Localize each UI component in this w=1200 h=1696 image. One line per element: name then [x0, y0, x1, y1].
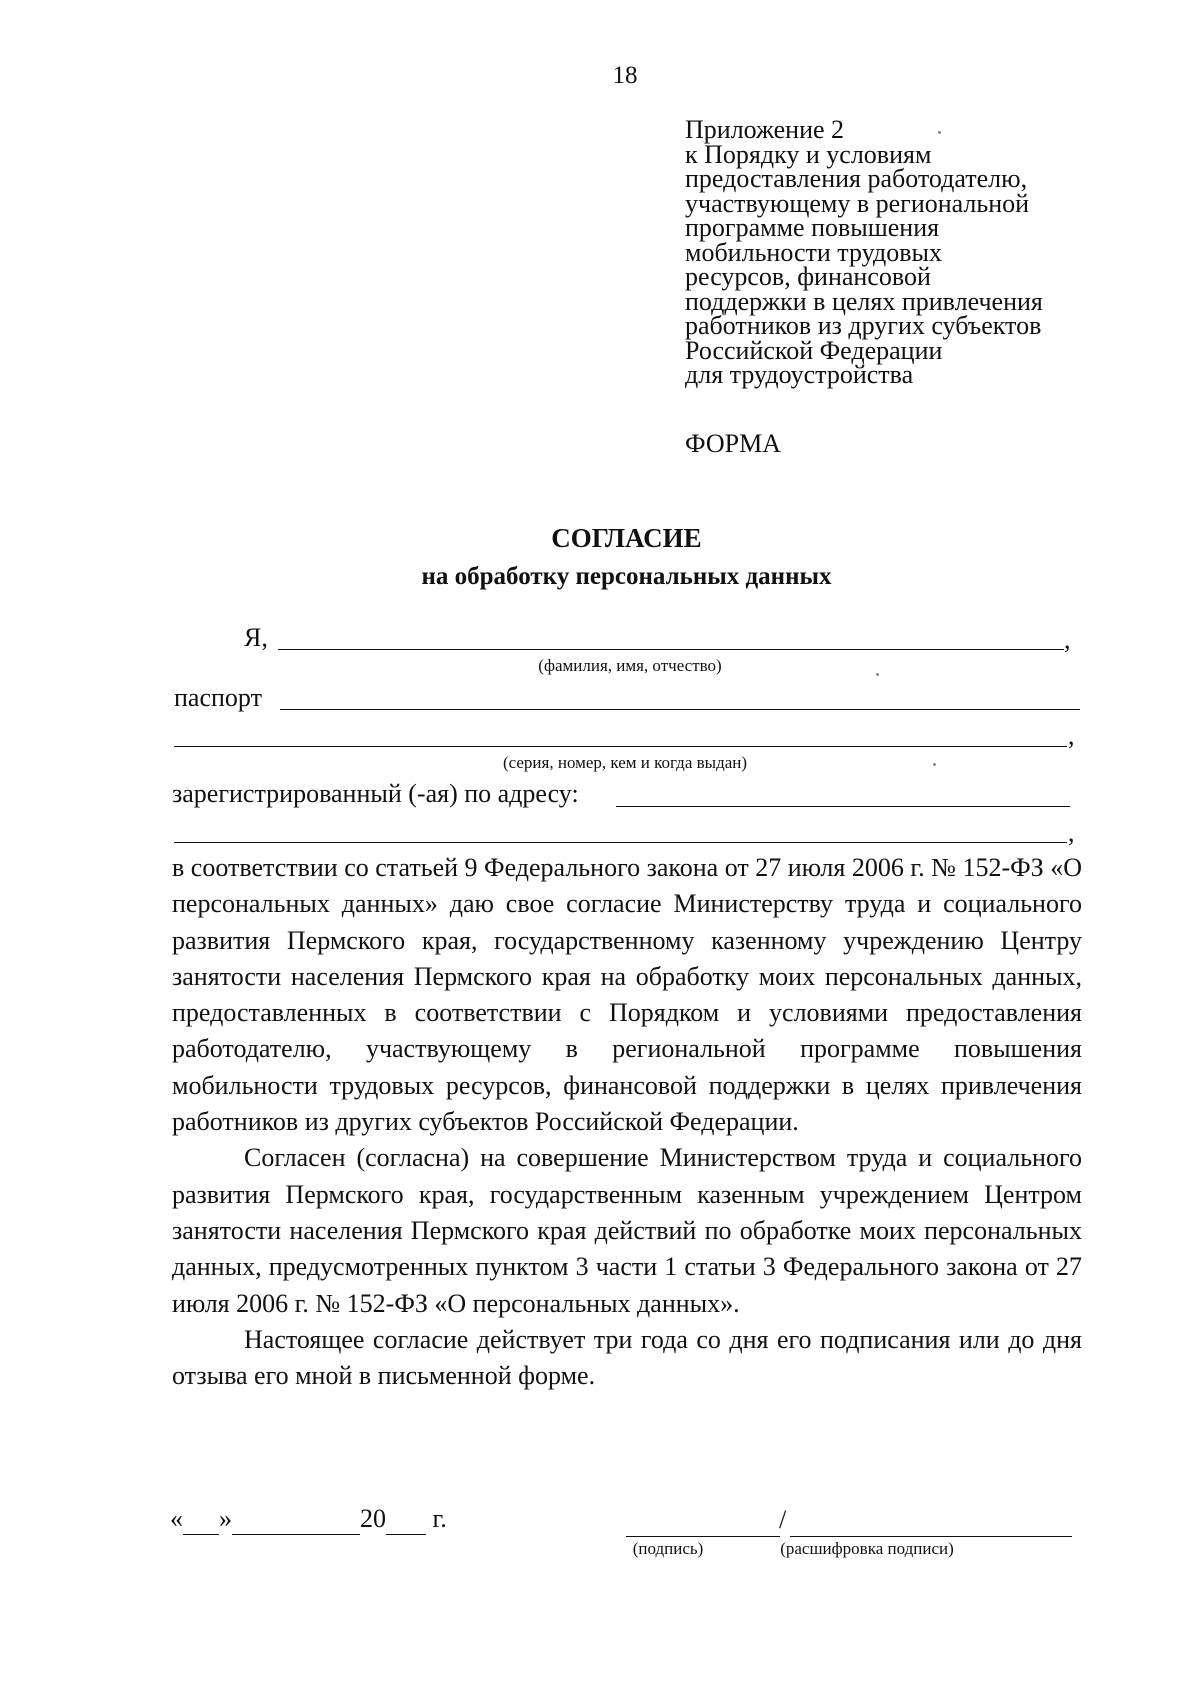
appendix-header: [685, 115, 1105, 389]
appendix-line: мобильности трудовых: [685, 237, 942, 267]
date-close-quote: »: [219, 1504, 232, 1533]
year-suffix: г.: [432, 1504, 447, 1533]
appendix-line: для трудоустройства: [685, 360, 914, 389]
appendix-line: ресурсов, финансовой: [685, 262, 931, 291]
name-field[interactable]: [278, 649, 1064, 650]
signature-hint: (подпись): [632, 1539, 704, 1558]
appendix-line: работников из других субъектов: [685, 311, 1042, 340]
address-comma: ,: [1068, 818, 1075, 847]
month-field[interactable]: [232, 1504, 360, 1535]
address-field[interactable]: [616, 806, 1070, 807]
page-number: 18: [612, 62, 638, 89]
year-field[interactable]: [386, 1504, 426, 1535]
appendix-line: Приложение 2: [685, 115, 845, 144]
passport-field-line2[interactable]: [174, 746, 1067, 747]
date-open-quote: «: [170, 1504, 183, 1533]
consent-paragraph-1: в соответствии со статьей 9 Федерального закона от 27 июля 2006 г. № 152-ФЗ «О персональных данных» даю свое согласие Министерству труда и социального развития Пермского края, государственному казенному учреждению Центру занятости населения Пермского края на обработку моих персональных данных, предоставленных в соответствии с Порядком и условиями предоставления работодателю, участвующему в региональной программе повышения мобильности трудовых ресурсов, финансовой поддержки в целях привлечения работников из других субъектов Российской Федерации.: [172, 853, 1082, 1137]
address-field-line2[interactable]: [174, 842, 1067, 843]
passport-field[interactable]: [280, 709, 1080, 710]
appendix-line: программе повышения: [685, 213, 940, 242]
appendix-line: участвующему в региональной: [685, 188, 1030, 218]
signature-slash: /: [779, 1505, 787, 1534]
address-label: зарегистрированный (-ая) по адресу:: [172, 779, 579, 808]
appendix-line: предоставления работодателю,: [685, 164, 1028, 193]
date-line: [170, 1504, 447, 1535]
scan-speck: [876, 673, 879, 676]
passport-comma: ,: [1068, 721, 1075, 750]
document-subtitle: на обработку персональных данных: [421, 563, 832, 590]
appendix-line: поддержки в целях привлечения: [685, 286, 1043, 316]
transcript-hint: (расшифровка подписи): [780, 1539, 954, 1558]
scan-speck: [938, 131, 941, 134]
consent-body: [172, 850, 1082, 1394]
scan-speck: [933, 763, 936, 766]
year-prefix: 20: [360, 1504, 386, 1533]
name-comma: ,: [1064, 625, 1071, 654]
consent-paragraph-3: Настоящее согласие действует три года со дня его подписания или до дня отзыва его мной в письменной форме.: [172, 1324, 1082, 1391]
passport-label: паспорт: [174, 683, 262, 712]
name-prefix: Я,: [244, 623, 268, 652]
consent-paragraph-2: Согласен (согласна) на совершение Министерством труда и социального развития Пермского края, государственным казенным учреждением Центром занятости населения Пермского края действий по обработке моих персональных данных, предусмотренных пунктом 3 части 1 статьи 3 Федерального закона от 27 июля 2006 г. № 152-ФЗ «О персональных данных».: [172, 1143, 1082, 1318]
appendix-line: Российской Федерации: [685, 335, 943, 365]
name-hint: (фамилия, имя, отчество): [538, 656, 722, 675]
passport-hint: (серия, номер, кем и когда выдан): [502, 753, 748, 772]
signature-field[interactable]: [626, 1536, 780, 1537]
form-label: ФОРМА: [685, 429, 781, 458]
appendix-line: к Порядку и условиям: [685, 139, 932, 169]
document-title: СОГЛАСИЕ: [551, 523, 702, 553]
day-field[interactable]: [183, 1504, 219, 1535]
signature-transcript-field[interactable]: [790, 1536, 1072, 1537]
